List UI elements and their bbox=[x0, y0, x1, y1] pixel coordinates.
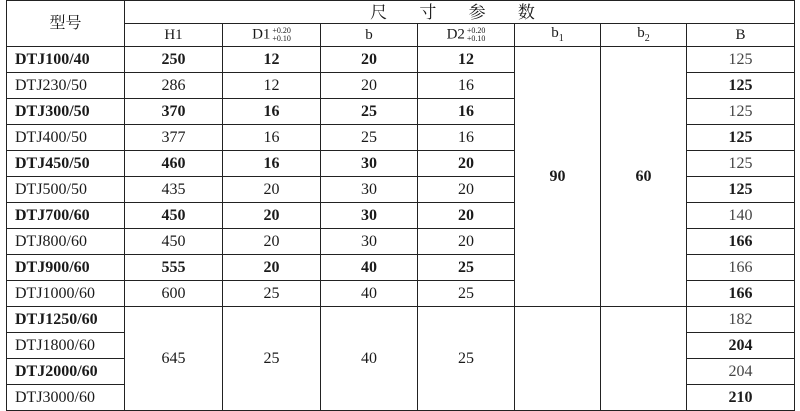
b-cell: 30 bbox=[321, 203, 418, 229]
h1-cell: 450 bbox=[125, 229, 223, 255]
model-cell: DTJ900/60 bbox=[7, 255, 125, 281]
b-cell: 40 bbox=[321, 255, 418, 281]
h1-cell: 460 bbox=[125, 151, 223, 177]
b2-shared-cell: 60 bbox=[601, 47, 687, 307]
big-b-cell: 166 bbox=[687, 229, 795, 255]
b2-subscript: 2 bbox=[644, 33, 650, 44]
dimensions-group-header: 尺 寸 参 数 bbox=[125, 1, 795, 24]
h1-cell: 370 bbox=[125, 99, 223, 125]
b2-blank-cell bbox=[601, 307, 687, 411]
big-b-cell: 125 bbox=[687, 177, 795, 203]
model-cell: DTJ230/50 bbox=[7, 73, 125, 99]
b1-column-header bbox=[515, 24, 601, 47]
model-cell: DTJ700/60 bbox=[7, 203, 125, 229]
d2-cell: 12 bbox=[418, 47, 515, 73]
d2-cell: 20 bbox=[418, 229, 515, 255]
b2-column-header bbox=[601, 24, 687, 47]
model-cell: DTJ300/50 bbox=[7, 99, 125, 125]
h1-cell: 377 bbox=[125, 125, 223, 151]
h1-cell: 600 bbox=[125, 281, 223, 307]
d2-cell: 16 bbox=[418, 73, 515, 99]
b-group-cell: 40 bbox=[321, 307, 418, 411]
h1-cell: 555 bbox=[125, 255, 223, 281]
d2-column-header bbox=[418, 24, 515, 47]
d2-label: D2 bbox=[446, 26, 465, 43]
b1-shared-cell: 90 bbox=[515, 47, 601, 307]
d1-tolerance bbox=[272, 27, 291, 43]
b-cell: 20 bbox=[321, 47, 418, 73]
model-cell: DTJ1250/60 bbox=[7, 307, 125, 333]
big-b-cell: 125 bbox=[687, 151, 795, 177]
model-cell: DTJ1000/60 bbox=[7, 281, 125, 307]
b-cell: 30 bbox=[321, 151, 418, 177]
b1-blank-cell bbox=[515, 307, 601, 411]
model-cell: DTJ500/50 bbox=[7, 177, 125, 203]
h1-group-cell: 645 bbox=[125, 307, 223, 411]
b-cell: 25 bbox=[321, 125, 418, 151]
d1-label: D1 bbox=[252, 26, 271, 43]
h1-cell: 450 bbox=[125, 203, 223, 229]
d1-cell: 16 bbox=[223, 99, 321, 125]
d1-cell: 16 bbox=[223, 125, 321, 151]
d2-tolerance-upper: +0.20 bbox=[466, 26, 486, 35]
b-cell: 30 bbox=[321, 177, 418, 203]
d1-cell: 20 bbox=[223, 177, 321, 203]
d1-cell: 20 bbox=[223, 229, 321, 255]
table-body bbox=[7, 47, 795, 411]
d2-cell: 25 bbox=[418, 281, 515, 307]
d2-group-cell: 25 bbox=[418, 307, 515, 411]
big-b-cell: 125 bbox=[687, 73, 795, 99]
model-column-header: 型号 bbox=[7, 1, 125, 47]
d2-cell: 20 bbox=[418, 151, 515, 177]
big-b-cell: 204 bbox=[687, 359, 795, 385]
d1-cell: 12 bbox=[223, 73, 321, 99]
big-b-cell: 210 bbox=[687, 385, 795, 411]
h1-cell: 435 bbox=[125, 177, 223, 203]
spec-table-container bbox=[6, 0, 794, 407]
b-cell: 25 bbox=[321, 99, 418, 125]
d2-cell: 20 bbox=[418, 177, 515, 203]
b1-subscript: 1 bbox=[558, 33, 564, 44]
d2-cell: 16 bbox=[418, 125, 515, 151]
d1-cell: 12 bbox=[223, 47, 321, 73]
big-b-cell: 125 bbox=[687, 125, 795, 151]
big-b-cell: 166 bbox=[687, 255, 795, 281]
big-b-cell: 125 bbox=[687, 99, 795, 125]
b1-label: b bbox=[551, 25, 559, 41]
d2-cell: 25 bbox=[418, 255, 515, 281]
big-b-cell: 182 bbox=[687, 307, 795, 333]
table-row bbox=[7, 47, 795, 73]
dimension-spec-table bbox=[6, 0, 795, 411]
d1-cell: 25 bbox=[223, 281, 321, 307]
big-b-column-header: B bbox=[687, 24, 795, 47]
big-b-cell: 166 bbox=[687, 281, 795, 307]
d1-column-header bbox=[223, 24, 321, 47]
big-b-cell: 125 bbox=[687, 47, 795, 73]
b-cell: 30 bbox=[321, 229, 418, 255]
big-b-cell: 204 bbox=[687, 333, 795, 359]
b2-label: b bbox=[637, 25, 645, 41]
table-row bbox=[7, 307, 795, 333]
b-cell: 20 bbox=[321, 73, 418, 99]
model-cell: DTJ3000/60 bbox=[7, 385, 125, 411]
h1-cell: 286 bbox=[125, 73, 223, 99]
h1-column-header: H1 bbox=[125, 24, 223, 47]
h1-cell: 250 bbox=[125, 47, 223, 73]
d2-cell: 20 bbox=[418, 203, 515, 229]
d2-tolerance bbox=[467, 27, 486, 43]
model-cell: DTJ2000/60 bbox=[7, 359, 125, 385]
d1-tolerance-lower: +0.10 bbox=[272, 34, 291, 43]
d1-group-cell: 25 bbox=[223, 307, 321, 411]
d1-cell: 20 bbox=[223, 255, 321, 281]
model-cell: DTJ100/40 bbox=[7, 47, 125, 73]
big-b-cell: 140 bbox=[687, 203, 795, 229]
d1-cell: 16 bbox=[223, 151, 321, 177]
d2-cell: 16 bbox=[418, 99, 515, 125]
b-cell: 40 bbox=[321, 281, 418, 307]
model-cell: DTJ800/60 bbox=[7, 229, 125, 255]
b-column-header: b bbox=[321, 24, 418, 47]
model-cell: DTJ1800/60 bbox=[7, 333, 125, 359]
model-cell: DTJ400/50 bbox=[7, 125, 125, 151]
d1-tolerance-upper: +0.20 bbox=[272, 26, 291, 35]
model-cell: DTJ450/50 bbox=[7, 151, 125, 177]
d2-tolerance-lower: +0.10 bbox=[466, 34, 486, 43]
d1-cell: 20 bbox=[223, 203, 321, 229]
